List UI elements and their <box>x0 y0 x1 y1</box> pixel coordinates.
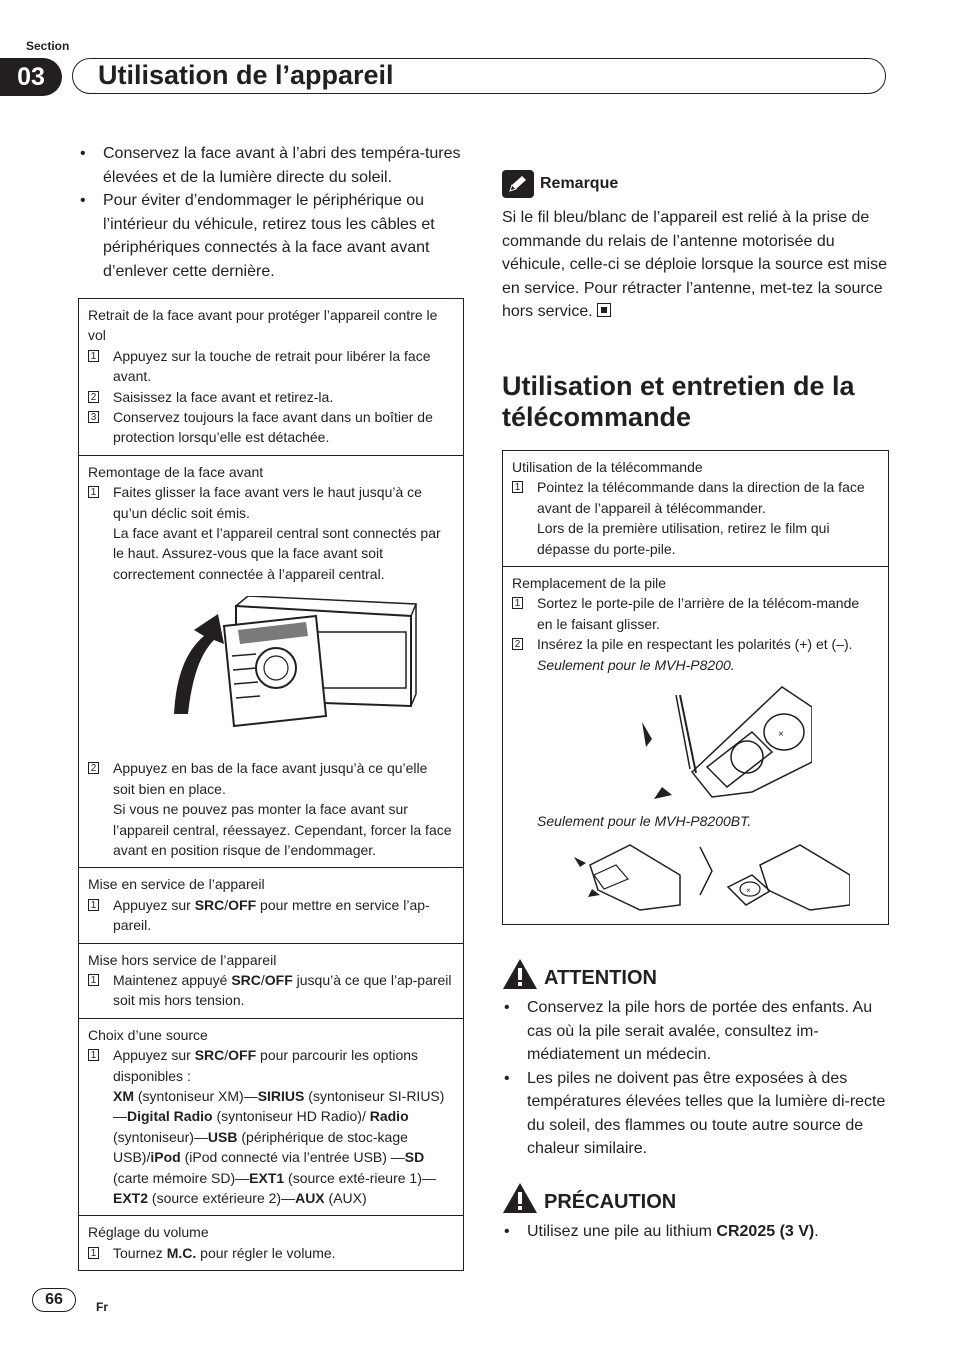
source-name: EXT1 <box>249 1169 285 1186</box>
battery-illustration-1 <box>512 675 878 811</box>
remplacement-cell <box>503 567 888 924</box>
attention-title: ATTENTION <box>544 967 657 989</box>
src-key: SRC <box>194 896 225 913</box>
step <box>512 477 878 559</box>
source-name: EXT2 <box>113 1190 149 1206</box>
precaution-item <box>502 1220 892 1244</box>
page-number: 66 <box>32 1288 76 1312</box>
cell-title: Réglage du volume <box>88 1224 209 1241</box>
remarque-title: Remarque <box>540 175 619 192</box>
svg-text:×: × <box>778 729 784 741</box>
step-text: Si vous ne pouvez pas monter la face avant sur l’appareil central, réessayez. Cependant, forcer la face avant en position risque de l’endommager. <box>113 801 452 858</box>
off-key: OFF <box>228 896 257 913</box>
step-text: Appuyez en bas de la face avant jusqu’à ce qu’elle soit bien en place. <box>113 760 428 797</box>
faceplate-illustration <box>88 590 453 752</box>
right-instructions-table <box>502 450 889 925</box>
attention-list <box>502 996 892 1161</box>
caption: Seulement pour le MVH-P8200. <box>537 656 735 673</box>
precaution-text: Utilisez une pile au lithium <box>527 1223 717 1240</box>
cell-title: Mise en service de l’appareil <box>88 876 265 893</box>
step-number: 1 <box>512 481 523 493</box>
step <box>88 346 453 387</box>
source-name: Radio <box>369 1108 409 1125</box>
volume-cell <box>79 1216 463 1270</box>
attention-heading <box>502 958 657 990</box>
step-text: Lors de la première utilisation, retirez le film qui dépasse du porte-pile. <box>537 520 830 557</box>
source-name: SIRIUS <box>257 1087 305 1104</box>
remarque-body <box>502 206 892 324</box>
cell-title: Mise hors service de l’appareil <box>88 951 277 968</box>
step-number: 1 <box>88 1049 99 1061</box>
bullet-item: • Conservez la face avant à l’abri des tempéra-tures élevées et de la lumière directe du soleil. <box>78 142 468 189</box>
mise-en-service-cell <box>79 868 463 943</box>
left-bullet-list <box>78 142 468 283</box>
slash: / <box>224 1047 229 1064</box>
source-desc: (syntoniseur XM)— <box>134 1087 258 1104</box>
off-key: OFF <box>264 971 293 988</box>
step <box>512 811 878 831</box>
step <box>88 1243 453 1263</box>
step-text: Pointez la télécommande dans la direction de la face avant de l’appareil à télécommander. <box>537 479 865 516</box>
source-desc: (AUX) <box>324 1190 367 1206</box>
step-number: 1 <box>88 974 99 986</box>
step-number: 1 <box>88 899 99 911</box>
telecommande-heading: Utilisation et entretien de la télécommande <box>502 371 855 432</box>
left-instructions-table <box>78 298 464 1271</box>
choix-source-cell <box>79 1019 463 1217</box>
slash: / <box>224 896 229 913</box>
remarque-heading <box>502 170 618 198</box>
step <box>88 482 453 584</box>
step-text: Sortez le porte-pile de l’arrière de la télécom-mande en le faisant glisser. <box>537 595 860 632</box>
step-text: Appuyez sur <box>113 1047 195 1064</box>
step <box>512 593 878 634</box>
step <box>512 634 878 675</box>
step-text: La face avant et l’appareil central sont connectés par le haut. Assurez-vous que la face avant soit correctement connectée à l’appareil central. <box>113 525 441 582</box>
step-text: pour parcourir les options disponibles : <box>113 1047 419 1084</box>
step-text: Saisissez la face avant et retirez-la. <box>113 388 334 405</box>
src-key: SRC <box>231 971 261 988</box>
step-text: Tournez <box>113 1244 167 1261</box>
step-text: Appuyez sur <box>113 896 195 913</box>
cell-title: Remontage de la face avant <box>88 463 264 480</box>
step <box>88 895 453 936</box>
src-key: SRC <box>194 1047 225 1064</box>
step-text: Faites glisser la face avant vers le haut jusqu’à ce qu’un déclic soit émis. <box>113 484 422 521</box>
language-code: Fr <box>96 1300 108 1314</box>
end-mark-icon <box>597 303 611 317</box>
remontage-cell <box>79 456 463 868</box>
step-number: 1 <box>88 350 99 362</box>
source-desc: (syntoniseur)— <box>113 1128 208 1145</box>
step-number: 1 <box>88 1247 99 1259</box>
source-name: XM <box>113 1087 134 1104</box>
cell-title: Utilisation de la télécommande <box>512 459 703 475</box>
precaution-end: . <box>814 1223 819 1240</box>
step-number: 2 <box>88 762 99 774</box>
attention-item: • Conservez la pile hors de portée des enfants. Au cas où la pile serait avalée, consultez im-médiatement un médecin. <box>502 996 892 1067</box>
section-number: 03 <box>0 58 62 96</box>
source-list <box>113 1086 453 1208</box>
source-name: Digital Radio <box>127 1108 213 1125</box>
mc-key: M.C. <box>166 1244 197 1261</box>
step-text: jusqu’à ce que l’ap-pareil soit mis hors tension. <box>113 971 452 1009</box>
source-desc: (carte mémoire SD)— <box>113 1169 250 1186</box>
remarque-text: Si le fil bleu/blanc de l’appareil est relié à la prise de commande du relais de l’antenne motorisée du véhicule, celle-ci se déploie lorsque la source est mise en service. Pour rétracter l’antenne, met-tez la source hors service. <box>502 209 888 321</box>
step-text: Insérez la pile en respectant les polarités (+) et (–). <box>537 636 853 653</box>
faceplate-diagram <box>166 596 426 746</box>
battery-model: CR2025 (3 V) <box>716 1223 815 1240</box>
battery-diagram <box>632 677 812 807</box>
page-title: Utilisation de l’appareil <box>98 60 394 90</box>
source-name: AUX <box>295 1190 325 1206</box>
warning-triangle-icon <box>502 1182 538 1214</box>
step <box>88 387 453 407</box>
cell-title: Choix d’une source <box>88 1026 208 1043</box>
utilisation-cell <box>503 451 888 567</box>
source-name: SD <box>404 1149 425 1166</box>
attention-item: • Les piles ne doivent pas être exposées à des températures élevées telles que la lumière di-recte du soleil, des flammes ou toute autre source de chaleur similaire. <box>502 1067 892 1161</box>
step-text: pour régler le volume. <box>196 1244 336 1261</box>
step-text: pour mettre en service l’ap-pareil. <box>113 896 430 934</box>
mise-hors-service-cell <box>79 944 463 1019</box>
source-desc: (syntoniseur HD Radio)/ <box>212 1108 370 1125</box>
step <box>88 970 453 1011</box>
precaution-list <box>502 1220 892 1244</box>
step-number: 3 <box>88 411 99 423</box>
battery-illustration-2 <box>512 831 878 917</box>
step <box>88 407 453 448</box>
source-name: USB <box>207 1128 238 1145</box>
step-text: Appuyez sur la touche de retrait pour libérer la face avant. <box>113 347 431 385</box>
step-number: 2 <box>512 638 523 650</box>
step <box>88 758 453 860</box>
step-number: 2 <box>88 391 99 403</box>
remote-battery-diagram <box>570 835 850 915</box>
step-text: Conservez toujours la face avant dans un boîtier de protection lorsqu’elle est détachée. <box>113 409 433 446</box>
precaution-title: PRÉCAUTION <box>544 1191 677 1213</box>
source-desc: (source exté-rieure 1)— <box>284 1169 436 1186</box>
pencil-note-icon <box>502 170 534 198</box>
step-number: 1 <box>88 486 99 498</box>
step-number: 1 <box>512 597 523 609</box>
cell-title: Retrait de la face avant pour protéger l’appareil contre le vol <box>88 307 438 344</box>
retrait-cell <box>79 299 463 456</box>
source-desc: (périphérique de stoc-kage USB)/ <box>113 1128 408 1166</box>
source-desc: (syntoniseur SI-RIUS)— <box>113 1087 445 1125</box>
bullet-item: • Pour éviter d’endommager le périphérique ou l’intérieur du véhicule, retirez tous les câbles et périphériques connectés à la face avant avant d’enlever cette dernière. <box>78 189 468 283</box>
warning-triangle-icon <box>502 958 538 990</box>
source-desc: (source extérieure 2)— <box>148 1190 296 1206</box>
section-label: Section <box>26 39 70 53</box>
source-name: iPod <box>150 1149 181 1166</box>
slash: / <box>260 971 265 988</box>
source-desc: (iPod connecté via l’entrée USB) — <box>180 1149 405 1166</box>
cell-title: Remplacement de la pile <box>512 575 667 592</box>
step <box>88 1045 453 1208</box>
off-key: OFF <box>228 1047 257 1064</box>
precaution-heading <box>502 1182 676 1214</box>
svg-text:×: × <box>746 886 751 896</box>
caption: Seulement pour le MVH-P8200BT. <box>537 813 752 830</box>
step-text: Maintenez appuyé <box>113 971 232 988</box>
